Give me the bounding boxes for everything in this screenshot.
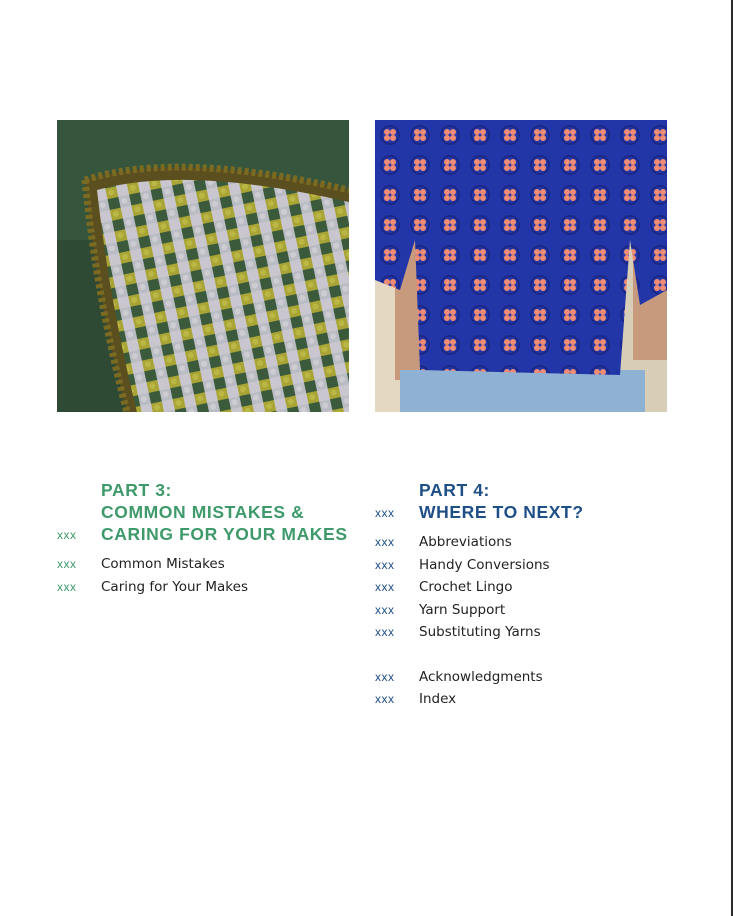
part-3-section — [57, 479, 357, 601]
part-3-heading[interactable] — [101, 479, 348, 545]
part-4-page-number: xxx — [375, 506, 395, 520]
toc-entry-index[interactable] — [375, 691, 675, 714]
toc-entry-yarn-support[interactable] — [375, 602, 675, 625]
toc-entry-handy-conversions[interactable] — [375, 557, 675, 580]
toc-entry-acknowledgments[interactable] — [375, 669, 675, 692]
crochet-top-photo — [375, 120, 667, 412]
toc-entry-caring-for-your-makes[interactable] — [57, 579, 357, 602]
toc-page-number: xxx — [375, 535, 395, 549]
part-4-heading-line-1: PART 4: — [419, 480, 490, 500]
toc-page-number: xxx — [57, 557, 77, 571]
part-3-heading-row — [57, 479, 357, 545]
toc-label: Index — [419, 691, 457, 707]
part-3-page-number: xxx — [57, 528, 77, 542]
part-3-entries — [57, 556, 357, 601]
toc-page-number: xxx — [375, 625, 395, 639]
part-4-section — [375, 479, 675, 714]
toc-entry-common-mistakes[interactable] — [57, 556, 357, 579]
toc-entry-substituting-yarns[interactable] — [375, 624, 675, 647]
part-3-heading-line-3: CARING FOR YOUR MAKES — [101, 524, 348, 544]
toc-label: Common Mistakes — [101, 556, 225, 572]
toc-label: Yarn Support — [419, 601, 506, 618]
toc-page-number: xxx — [57, 579, 77, 594]
part-4-heading[interactable] — [419, 479, 584, 523]
toc-label: Substituting Yarns — [419, 624, 541, 640]
part-3-heading-line-2: COMMON MISTAKES & — [101, 502, 305, 522]
part-4-heading-line-2: WHERE TO NEXT? — [419, 502, 584, 522]
toc-label: Abbreviations — [419, 534, 512, 550]
toc-page-number: xxx — [375, 692, 395, 706]
entry-gap — [375, 647, 675, 669]
toc-page-number: xxx — [375, 557, 395, 572]
toc-entry-abbreviations[interactable] — [375, 534, 675, 557]
toc-page-number: xxx — [375, 669, 395, 684]
toc-page-number: xxx — [375, 602, 395, 617]
part-4-entries — [375, 534, 675, 714]
toc-label: Acknowledgments — [419, 668, 543, 685]
part-3-heading-line-1: PART 3: — [101, 480, 172, 500]
toc-entry-crochet-lingo[interactable] — [375, 579, 675, 602]
toc-label: Crochet Lingo — [419, 579, 513, 595]
part-4-heading-row — [375, 479, 675, 523]
toc-label: Handy Conversions — [419, 556, 550, 573]
toc-label: Caring for Your Makes — [101, 578, 248, 595]
toc-page-number: xxx — [375, 580, 395, 594]
crochet-pillow-photo — [57, 120, 349, 412]
